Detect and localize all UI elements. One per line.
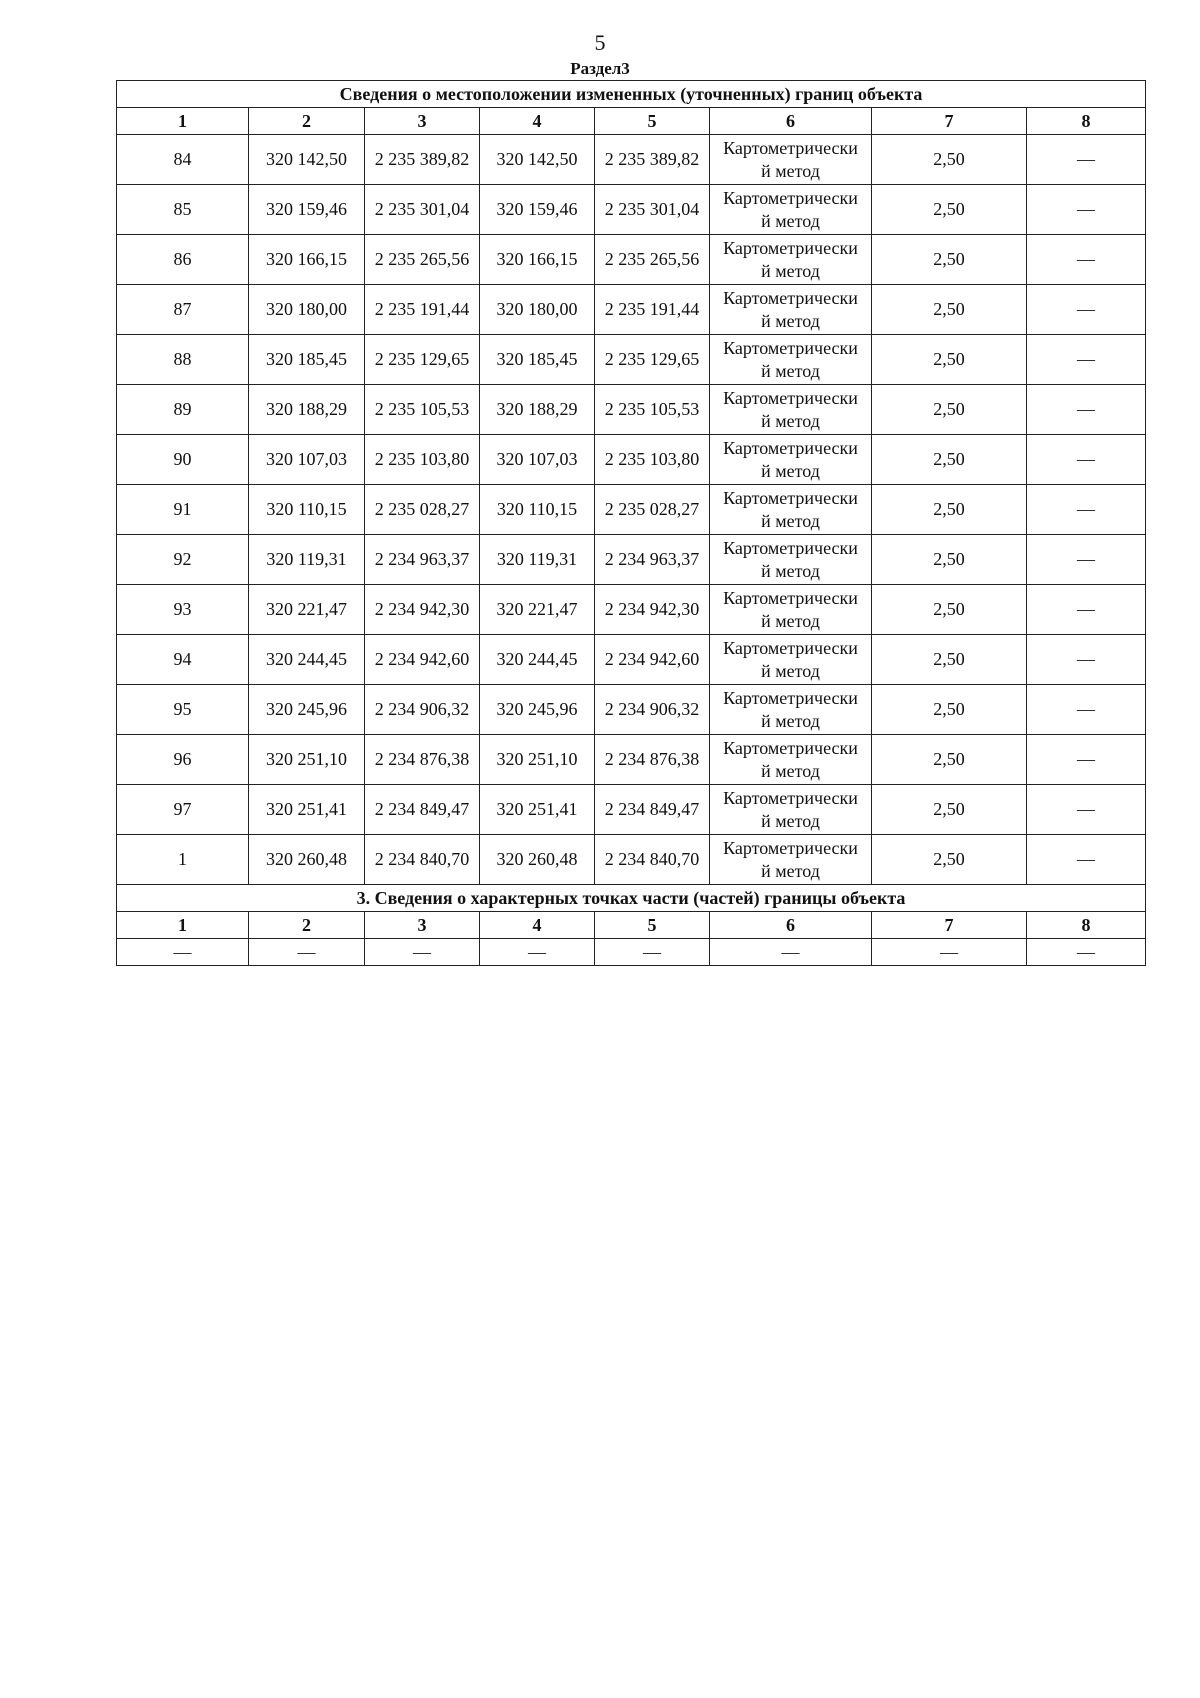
table1-column-number: 7: [872, 108, 1027, 135]
x-new-cell: 320 188,29: [480, 385, 595, 435]
method-line-2: й метод: [761, 460, 820, 481]
method-line-1: Картометрически: [723, 187, 858, 208]
y-new-cell: 2 234 849,47: [595, 785, 710, 835]
method-cell: [710, 335, 872, 385]
x-new-cell: 320 119,31: [480, 535, 595, 585]
method-line-2: й метод: [761, 810, 820, 831]
accuracy-cell: 2,50: [872, 735, 1027, 785]
description-cell: —: [1027, 785, 1146, 835]
table2-column-number: 7: [872, 912, 1027, 939]
page-number: 5: [594, 30, 606, 55]
table1-column-number: 1: [117, 108, 249, 135]
y-old-cell: 2 235 103,80: [365, 435, 480, 485]
table1-column-number: 3: [365, 108, 480, 135]
table2-column-number: 8: [1027, 912, 1146, 939]
empty-cell: —: [1027, 939, 1146, 966]
point-number-cell: 96: [117, 735, 249, 785]
accuracy-cell: 2,50: [872, 785, 1027, 835]
point-number-cell: 95: [117, 685, 249, 735]
table-row: [117, 285, 1146, 335]
method-line-1: Картометрически: [723, 687, 858, 708]
y-new-cell: 2 235 389,82: [595, 135, 710, 185]
x-old-cell: 320 185,45: [249, 335, 365, 385]
y-old-cell: 2 235 028,27: [365, 485, 480, 535]
empty-cell: —: [365, 939, 480, 966]
method-line-1: Картометрически: [723, 287, 858, 308]
description-cell: —: [1027, 435, 1146, 485]
section-label: Раздел3: [570, 59, 630, 78]
x-new-cell: 320 244,45: [480, 635, 595, 685]
table2-column-number: 4: [480, 912, 595, 939]
y-new-cell: 2 235 301,04: [595, 185, 710, 235]
point-number-cell: 90: [117, 435, 249, 485]
table-row: [117, 735, 1146, 785]
method-line-1: Картометрически: [723, 787, 858, 808]
point-number-cell: 89: [117, 385, 249, 435]
description-cell: —: [1027, 285, 1146, 335]
y-new-cell: 2 235 028,27: [595, 485, 710, 535]
description-cell: —: [1027, 635, 1146, 685]
x-new-cell: 320 142,50: [480, 135, 595, 185]
accuracy-cell: 2,50: [872, 685, 1027, 735]
y-new-cell: 2 234 942,60: [595, 635, 710, 685]
table2-column-numbers: [117, 912, 1146, 939]
accuracy-cell: 2,50: [872, 235, 1027, 285]
method-cell: [710, 185, 872, 235]
method-line-1: Картометрически: [723, 137, 858, 158]
y-new-cell: 2 234 906,32: [595, 685, 710, 735]
method-cell: [710, 135, 872, 185]
accuracy-cell: 2,50: [872, 385, 1027, 435]
method-line-1: Картометрически: [723, 387, 858, 408]
description-cell: —: [1027, 485, 1146, 535]
x-new-cell: 320 166,15: [480, 235, 595, 285]
accuracy-cell: 2,50: [872, 335, 1027, 385]
x-old-cell: 320 188,29: [249, 385, 365, 435]
boundary-coordinates-table: [116, 80, 1146, 966]
table-row: [117, 585, 1146, 635]
accuracy-cell: 2,50: [872, 835, 1027, 885]
table-row: [117, 635, 1146, 685]
method-line-2: й метод: [761, 510, 820, 531]
table-row: [117, 535, 1146, 585]
point-number-cell: 97: [117, 785, 249, 835]
y-new-cell: 2 234 840,70: [595, 835, 710, 885]
description-cell: —: [1027, 585, 1146, 635]
method-line-2: й метод: [761, 360, 820, 381]
y-old-cell: 2 234 849,47: [365, 785, 480, 835]
accuracy-cell: 2,50: [872, 635, 1027, 685]
method-line-1: Картометрически: [723, 837, 858, 858]
table1-column-number: 4: [480, 108, 595, 135]
description-cell: —: [1027, 235, 1146, 285]
y-new-cell: 2 235 129,65: [595, 335, 710, 385]
x-old-cell: 320 119,31: [249, 535, 365, 585]
method-line-1: Картометрически: [723, 337, 858, 358]
method-cell: [710, 285, 872, 335]
x-new-cell: 320 107,03: [480, 435, 595, 485]
table-row: [117, 335, 1146, 385]
table2-empty-row: [117, 939, 1146, 966]
y-new-cell: 2 235 105,53: [595, 385, 710, 435]
x-new-cell: 320 251,41: [480, 785, 595, 835]
x-old-cell: 320 245,96: [249, 685, 365, 735]
method-cell: [710, 685, 872, 735]
y-new-cell: 2 234 942,30: [595, 585, 710, 635]
accuracy-cell: 2,50: [872, 585, 1027, 635]
y-new-cell: 2 235 265,56: [595, 235, 710, 285]
method-line-2: й метод: [761, 160, 820, 181]
table2-column-number: 5: [595, 912, 710, 939]
method-cell: [710, 385, 872, 435]
x-new-cell: 320 221,47: [480, 585, 595, 635]
method-line-1: Картометрически: [723, 637, 858, 658]
accuracy-cell: 2,50: [872, 135, 1027, 185]
x-old-cell: 320 221,47: [249, 585, 365, 635]
point-number-cell: 91: [117, 485, 249, 535]
table1-column-number: 6: [710, 108, 872, 135]
accuracy-cell: 2,50: [872, 185, 1027, 235]
point-number-cell: 1: [117, 835, 249, 885]
y-old-cell: 2 235 301,04: [365, 185, 480, 235]
point-number-cell: 86: [117, 235, 249, 285]
table-row: [117, 685, 1146, 735]
table1-caption: Сведения о местоположении измененных (уточненных) границ объекта: [117, 81, 1146, 108]
description-cell: —: [1027, 685, 1146, 735]
table-row: [117, 185, 1146, 235]
x-new-cell: 320 185,45: [480, 335, 595, 385]
empty-cell: —: [117, 939, 249, 966]
method-line-2: й метод: [761, 860, 820, 881]
empty-cell: —: [480, 939, 595, 966]
method-cell: [710, 585, 872, 635]
method-line-2: й метод: [761, 610, 820, 631]
x-new-cell: 320 110,15: [480, 485, 595, 535]
method-line-2: й метод: [761, 710, 820, 731]
table2-column-number: 2: [249, 912, 365, 939]
x-new-cell: 320 180,00: [480, 285, 595, 335]
method-line-2: й метод: [761, 210, 820, 231]
description-cell: —: [1027, 185, 1146, 235]
method-line-2: й метод: [761, 310, 820, 331]
x-old-cell: 320 110,15: [249, 485, 365, 535]
method-line-2: й метод: [761, 410, 820, 431]
empty-cell: —: [595, 939, 710, 966]
point-number-cell: 93: [117, 585, 249, 635]
method-line-2: й метод: [761, 760, 820, 781]
accuracy-cell: 2,50: [872, 485, 1027, 535]
y-new-cell: 2 234 876,38: [595, 735, 710, 785]
y-new-cell: 2 235 191,44: [595, 285, 710, 335]
table2-column-number: 3: [365, 912, 480, 939]
table1-column-number: 5: [595, 108, 710, 135]
table-row: [117, 385, 1146, 435]
x-old-cell: 320 251,10: [249, 735, 365, 785]
accuracy-cell: 2,50: [872, 535, 1027, 585]
method-line-2: й метод: [761, 560, 820, 581]
method-line-1: Картометрически: [723, 587, 858, 608]
table-row: [117, 485, 1146, 535]
y-old-cell: 2 235 105,53: [365, 385, 480, 435]
method-cell: [710, 735, 872, 785]
y-old-cell: 2 234 906,32: [365, 685, 480, 735]
method-line-1: Картометрически: [723, 437, 858, 458]
description-cell: —: [1027, 135, 1146, 185]
table-row: [117, 785, 1146, 835]
table1-column-number: 8: [1027, 108, 1146, 135]
method-line-2: й метод: [761, 660, 820, 681]
method-line-1: Картометрически: [723, 537, 858, 558]
method-cell: [710, 235, 872, 285]
method-cell: [710, 835, 872, 885]
method-line-1: Картометрически: [723, 737, 858, 758]
y-old-cell: 2 234 942,30: [365, 585, 480, 635]
table1-body: [117, 135, 1146, 885]
description-cell: —: [1027, 385, 1146, 435]
method-line-1: Картометрически: [723, 487, 858, 508]
table1-column-number: 2: [249, 108, 365, 135]
accuracy-cell: 2,50: [872, 435, 1027, 485]
description-cell: —: [1027, 735, 1146, 785]
x-new-cell: 320 245,96: [480, 685, 595, 735]
y-new-cell: 2 235 103,80: [595, 435, 710, 485]
point-number-cell: 84: [117, 135, 249, 185]
method-cell: [710, 535, 872, 585]
x-new-cell: 320 159,46: [480, 185, 595, 235]
table-row: [117, 435, 1146, 485]
x-old-cell: 320 142,50: [249, 135, 365, 185]
description-cell: —: [1027, 335, 1146, 385]
x-new-cell: 320 251,10: [480, 735, 595, 785]
empty-cell: —: [872, 939, 1027, 966]
point-number-cell: 94: [117, 635, 249, 685]
y-old-cell: 2 235 265,56: [365, 235, 480, 285]
method-cell: [710, 635, 872, 685]
x-old-cell: 320 251,41: [249, 785, 365, 835]
empty-cell: —: [249, 939, 365, 966]
x-old-cell: 320 244,45: [249, 635, 365, 685]
x-old-cell: 320 107,03: [249, 435, 365, 485]
table-row: [117, 835, 1146, 885]
table2-column-number: 6: [710, 912, 872, 939]
x-old-cell: 320 159,46: [249, 185, 365, 235]
x-old-cell: 320 180,00: [249, 285, 365, 335]
table2-column-number: 1: [117, 912, 249, 939]
table-row: [117, 235, 1146, 285]
description-cell: —: [1027, 835, 1146, 885]
point-number-cell: 85: [117, 185, 249, 235]
table1-column-numbers: [117, 108, 1146, 135]
method-cell: [710, 435, 872, 485]
table-row: [117, 135, 1146, 185]
y-old-cell: 2 235 191,44: [365, 285, 480, 335]
method-line-1: Картометрически: [723, 237, 858, 258]
method-line-2: й метод: [761, 260, 820, 281]
x-old-cell: 320 260,48: [249, 835, 365, 885]
description-cell: —: [1027, 535, 1146, 585]
method-cell: [710, 785, 872, 835]
point-number-cell: 87: [117, 285, 249, 335]
y-old-cell: 2 235 389,82: [365, 135, 480, 185]
y-old-cell: 2 234 942,60: [365, 635, 480, 685]
y-old-cell: 2 234 876,38: [365, 735, 480, 785]
accuracy-cell: 2,50: [872, 285, 1027, 335]
method-cell: [710, 485, 872, 535]
empty-cell: —: [710, 939, 872, 966]
point-number-cell: 88: [117, 335, 249, 385]
y-old-cell: 2 234 840,70: [365, 835, 480, 885]
y-old-cell: 2 235 129,65: [365, 335, 480, 385]
table2-caption: 3. Сведения о характерных точках части (частей) границы объекта: [117, 885, 1146, 912]
x-new-cell: 320 260,48: [480, 835, 595, 885]
y-old-cell: 2 234 963,37: [365, 535, 480, 585]
point-number-cell: 92: [117, 535, 249, 585]
y-new-cell: 2 234 963,37: [595, 535, 710, 585]
x-old-cell: 320 166,15: [249, 235, 365, 285]
